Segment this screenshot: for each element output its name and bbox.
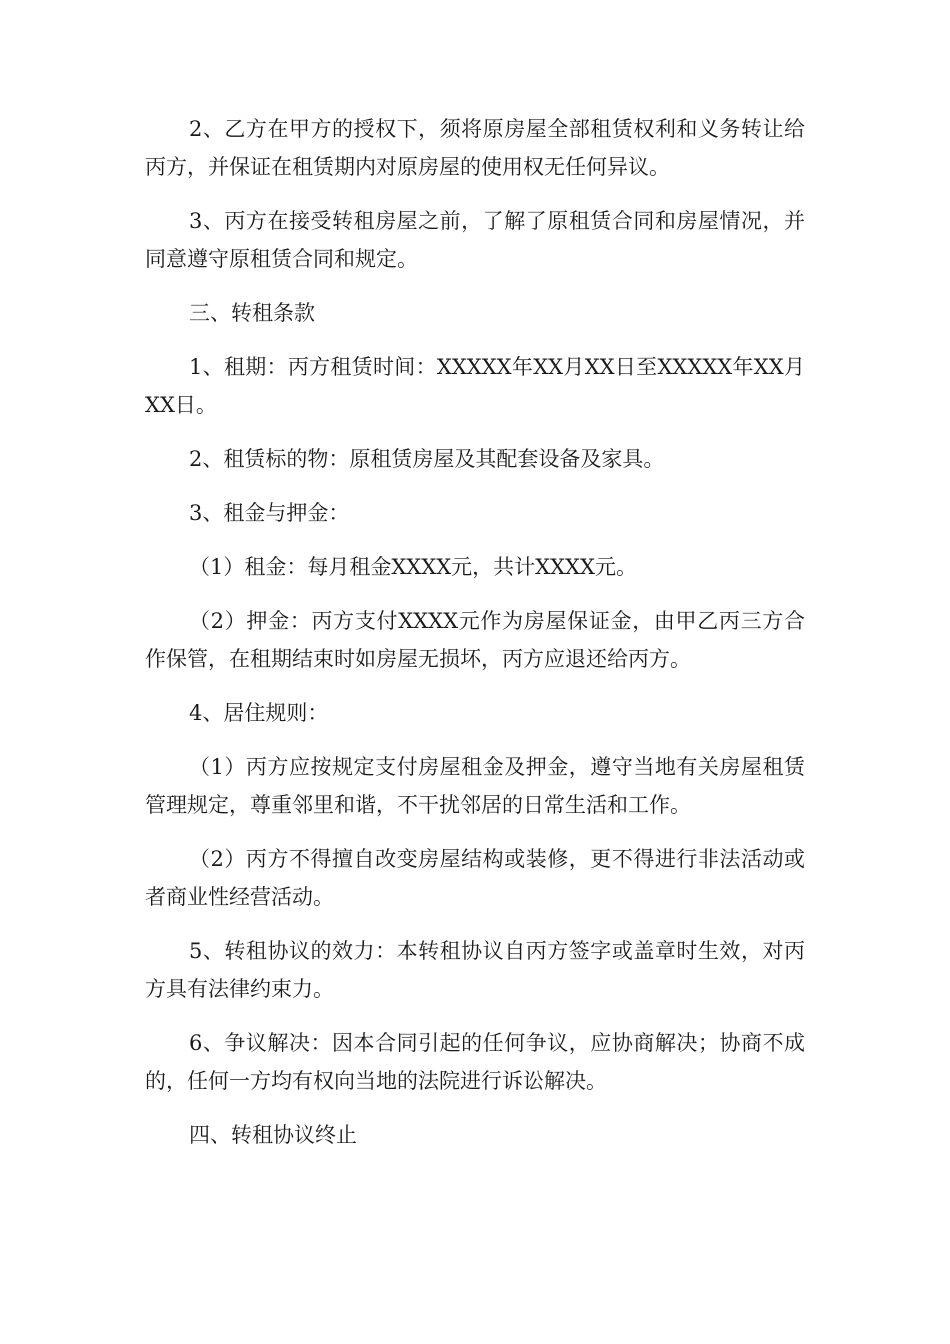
- section-heading-termination: 四、转租协议终止: [189, 1123, 357, 1147]
- document-body: [145, 110, 805, 1170]
- paragraph-rent-deposit: 3、租金与押金：: [189, 501, 350, 525]
- section-heading-sublease-terms: 三、转租条款: [189, 301, 315, 325]
- paragraph-rule-2: （2）丙方不得擅自改变房屋结构或装修，更不得进行非法活动或者商业性经营活动。: [145, 847, 805, 909]
- paragraph-clause-3: 3、丙方在接受转租房屋之前，了解了原租赁合同和房屋情况，并同意遵守原租赁合同和规定。: [145, 209, 805, 271]
- paragraph-rule-1: （1）丙方应按规定支付房屋租金及押金，遵守当地有关房屋租赁管理规定，尊重邻里和谐，不干扰邻居的日常生活和工作。: [145, 755, 805, 817]
- paragraph-lease-object: 2、租赁标的物：原租赁房屋及其配套设备及家具。: [189, 447, 665, 471]
- paragraph-clause-2: 2、乙方在甲方的授权下，须将原房屋全部租赁权利和义务转让给丙方，并保证在租赁期内对原房屋的使用权无任何异议。: [145, 117, 805, 179]
- paragraph-lease-term: 1、租期：丙方租赁时间：XXXXX年XX月XX日至XXXXX年XX月XX日。: [145, 355, 805, 417]
- paragraph-rent: （1）租金：每月租金XXXX元，共计XXXX元。: [189, 555, 637, 579]
- paragraph-residence-rules: 4、居住规则：: [189, 701, 329, 725]
- paragraph-deposit: （2）押金：丙方支付XXXX元作为房屋保证金，由甲乙丙三方合作保管，在租期结束时如房屋无损坏，丙方应退还给丙方。: [145, 609, 805, 671]
- paragraph-dispute-resolution: 6、争议解决：因本合同引起的任何争议，应协商解决；协商不成的，任何一方均有权向当地的法院进行诉讼解决。: [145, 1031, 805, 1093]
- paragraph-agreement-validity: 5、转租协议的效力：本转租协议自丙方签字或盖章时生效，对丙方具有法律约束力。: [145, 939, 805, 1001]
